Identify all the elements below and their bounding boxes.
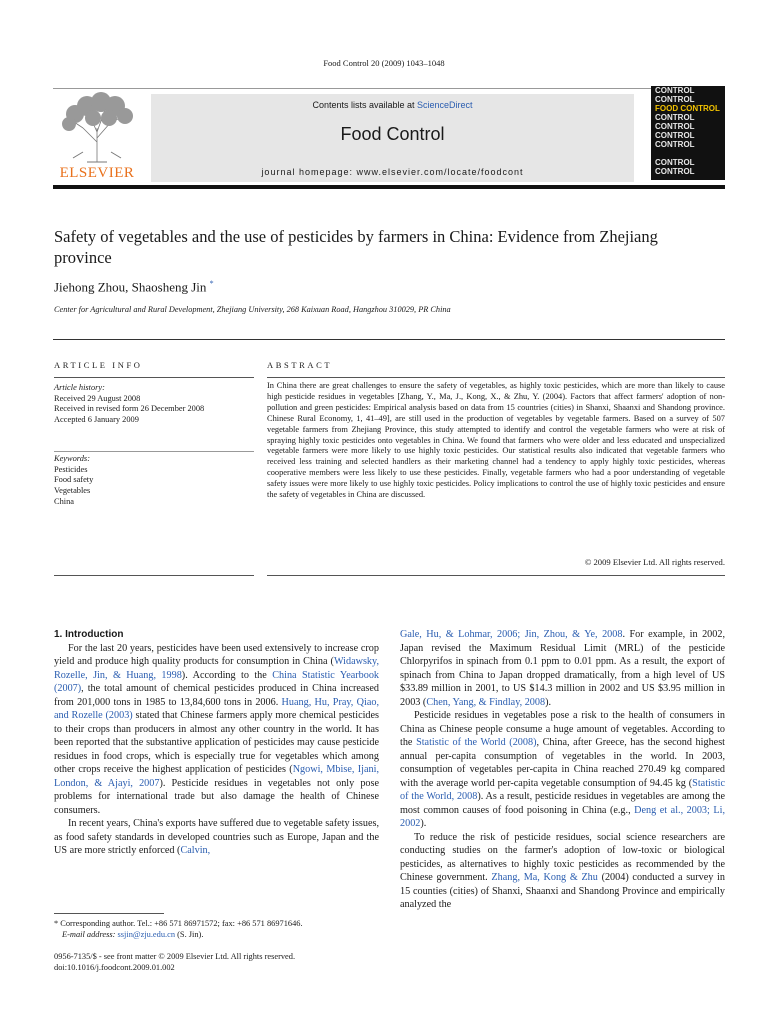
abstract-text: In China there are great challenges to ensure the safety of vegetables, as highly toxic pesticides, which are more than likely to cause high pesticide residues in vegetables [Zhang, Y., Ma, J., Kong, X., & Zhu, Y. (2004). Factors that affect farmers' adoption of non-pollution and green pesticides: Empirical analysis based on data from 15 countries (cities) in Shanxi, Shaanxi and Shandong province. Chinese Rural Economy, 1, 41–49], are still used in the production of vegetables by vegetable farmers. Based on a survey of 507 vegetable farmers from Zhejiang Province, this study attempted to identify and control the vegetable farmers who were at risk of spraying highly toxic pesticides onto vegetables in China. We found that farmers who were older and less educated and unspecialized vegetable farmers were more likely to use highly toxic pesticides. Our statistical results also indicated that vegetable farmers who received less training and selected handlers as their marketing channel had a tendency to apply highly toxic pesticides, whereas cooperative members were less likely to use these pesticides. Finally, vegetable farmers who had a poor understanding of vegetable safety issues were more likely to use highly toxic pesticides. Policy implications to control the use of highly toxic pesticides and ensure the safety of vegetables in China are discussed.	[267, 381, 725, 500]
text-run: In recent years, China's exports have suffered due to vegetable safety issues, as food safety standards in developed countries such as Europe, Japan and the US are more strictly enforced (	[54, 818, 379, 856]
text-run: , the total amount of chemical pesticides produced in China increased from 201,000 tons in 1985 to 13,84,600 tons in 2006.	[54, 683, 379, 708]
keywords-block	[54, 454, 254, 508]
paragraph	[400, 628, 725, 709]
contents-prefix: Contents lists available at	[312, 100, 418, 110]
citation-link[interactable]: Gale, Hu, & Lohmar, 2006; Jin, Zhou, & Ye, 2008	[400, 629, 623, 640]
cover-line: FOOD CONTROL	[655, 104, 720, 113]
cover-line: CONTROL	[655, 158, 695, 167]
text-run: To reduce the risk of pesticide residues, social science researchers are conducting studies on the farmer's adoption of low-toxic or biological pesticides, as alternatives to highly toxic pesticides as recommended by the Chinese government.	[400, 831, 725, 883]
citation-link[interactable]: Ngowi, Mbise, Ijani, London, & Ajayi, 2007	[54, 764, 379, 789]
citation-link[interactable]: Zhang, Ma, Kong & Zhu	[491, 872, 598, 883]
text-run: stated that Chinese farmers apply more chemical pesticides to their crops than producers in almost any other country in the world. It has been reported that the substantive application of pesticides may cause pesticide residues in food crops, which is especially true for vegetables which among other crops receive the highest application of pesticides (	[54, 710, 380, 775]
text-run: ). As a result, pesticide residues in vegetables are among the most common causes of food poisoning in China (e.g.,	[400, 791, 725, 816]
text-run: ). Pesticide residues in vegetables not only pose problems for international trade but also damage the health of Chinese consumers.	[54, 777, 380, 816]
text-run: . For example, in 2002, Japan revised the Maximum Residual Limit (MRL) of the pesticide Chlorpyrifos in spinach from 0.1 ppm to 0.01 ppm. As a result, the export of spinach from China to Japan dropped dramatically, from a high level of US $33.89 million in 2001, to US $14.3 million in 2002 and US $3.95 million in 2003 (	[400, 629, 725, 708]
citation-link[interactable]: Statistic of the World (2008)	[416, 737, 537, 748]
email-suffix: (S. Jin).	[175, 930, 204, 939]
abstract-rule	[267, 377, 725, 378]
authors-text: Jiehong Zhou, Shaosheng Jin	[54, 279, 207, 295]
section-heading-introduction: 1. Introduction	[54, 629, 124, 640]
text-run: ).	[420, 818, 427, 829]
cover-line: CONTROL	[655, 131, 695, 140]
paragraph	[400, 709, 725, 831]
revised-date: Received in revised form 26 December 2008	[54, 404, 205, 414]
keywords-label: Keywords:	[54, 454, 90, 463]
cover-line	[651, 149, 725, 158]
history-label: Article history:	[54, 383, 105, 392]
body-column-left	[54, 628, 379, 858]
issn-block	[54, 951, 295, 973]
corresponding-author-footnote	[54, 918, 384, 940]
citation-link[interactable]: China Statistic Yearbook (2007)	[54, 669, 380, 694]
contents-line	[151, 100, 634, 110]
text-run: Pesticide residues in vegetables pose a risk to the health of consumers in China as Chinese people consume a huge amount of vegetables. According to the	[400, 710, 725, 748]
journal-homepage-link[interactable]: journal homepage: www.elsevier.com/locate/foodcont	[261, 167, 524, 177]
abstract-bottom-rule	[267, 575, 725, 576]
text-run: For the last 20 years, pesticides have been used extensively to increase crop yield and produce high quality products for consumption in China (	[54, 642, 379, 667]
email-label: E-mail address:	[62, 930, 116, 939]
elsevier-logo[interactable]	[53, 92, 141, 182]
citation-link[interactable]: Widawsky, Rozelle, Jin, & Huang, 1998	[54, 656, 379, 681]
citation-link[interactable]: Statistic of the World, 2008	[400, 777, 725, 802]
doi-link[interactable]: doi:10.1016/j.foodcont.2009.01.002	[54, 963, 175, 972]
received-date: Received 29 August 2008	[54, 393, 141, 403]
cover-line: CONTROL	[655, 140, 695, 149]
accepted-date: Accepted 6 January 2009	[54, 415, 139, 425]
citation-link[interactable]: Chen, Yang, & Findlay, 2008	[426, 696, 546, 708]
article-info-rule	[54, 377, 254, 378]
keyword: Pesticides	[54, 464, 88, 474]
text-run: , China, after Greece, has the second highest annual per-capita consumption of vegetables in the world. In 2003, consumption of vegetables per-capita in China reached 270.49 kg compared with the average world per-capita vegetable consumption of 94.45 kg (	[400, 737, 725, 789]
author-affiliation: Center for Agricultural and Rural Development, Zhejiang University, 268 Kaixuan Road, Hangzhou 310029, PR China	[54, 305, 451, 314]
email-link[interactable]: ssjin@zju.edu.cn	[117, 930, 176, 939]
paragraph	[54, 642, 379, 818]
citation-link[interactable]: Calvin,	[180, 845, 211, 856]
text-run: ). According to the	[181, 669, 273, 681]
corresponding-author-mark[interactable]: *	[209, 279, 214, 288]
citation-link[interactable]: Deng et al., 2003; Li, 2002	[400, 804, 726, 829]
cover-line: CONTROL	[655, 95, 695, 104]
header-top-rule	[53, 88, 725, 89]
text-run: ).	[545, 696, 552, 708]
citation-link[interactable]: Huang, Hu, Pray, Qiao, and Rozelle (2003)	[54, 696, 379, 721]
article-history	[54, 383, 254, 426]
journal-reference: Food Control 20 (2009) 1043–1048	[323, 58, 445, 68]
cover-line: CONTROL	[655, 113, 695, 122]
body-column-right	[400, 628, 725, 912]
title-rule	[53, 339, 725, 340]
header-bottom-rule	[53, 185, 725, 189]
publisher-wordmark: ELSEVIER	[59, 165, 135, 181]
footnote-rule	[54, 913, 164, 914]
abstract-copyright: © 2009 Elsevier Ltd. All rights reserved.	[584, 557, 725, 567]
keyword: China	[54, 496, 75, 506]
issn-line: 0956-7135/$ - see front matter © 2009 Elsevier Ltd. All rights reserved.	[54, 952, 296, 961]
journal-banner	[151, 94, 634, 182]
journal-title: Food Control	[340, 124, 445, 144]
journal-cover-thumbnail[interactable]	[651, 86, 725, 180]
cover-line: CONTROL	[655, 167, 695, 176]
text-run: (2004) conducted a survey in 15 counties (cities) of Shanxi, Shaanxi and Shandong Province and empirically analyzed the	[400, 872, 725, 910]
footnote-email-line	[54, 929, 384, 940]
cover-line: CONTROL	[655, 86, 695, 95]
article-title: Safety of vegetables and the use of pesticides by farmers in China: Evidence from Zhejiang province	[54, 227, 658, 267]
keywords-rule	[54, 451, 254, 452]
paragraph	[400, 831, 725, 912]
tree-icon	[53, 92, 141, 166]
footnote-contact: * Corresponding author. Tel.: +86 571 86971572; fax: +86 571 86971646.	[54, 919, 303, 928]
abstract-heading: ABSTRACT	[267, 360, 333, 370]
paragraph	[54, 817, 379, 858]
keyword: Vegetables	[54, 486, 91, 496]
keyword: Food safety	[54, 475, 94, 485]
author-list	[54, 279, 214, 295]
cover-line: CONTROL	[655, 122, 695, 131]
article-info-heading: ARTICLE INFO	[54, 360, 143, 370]
sciencedirect-link[interactable]: ScienceDirect	[417, 100, 473, 110]
article-info-bottom-rule	[54, 575, 254, 576]
